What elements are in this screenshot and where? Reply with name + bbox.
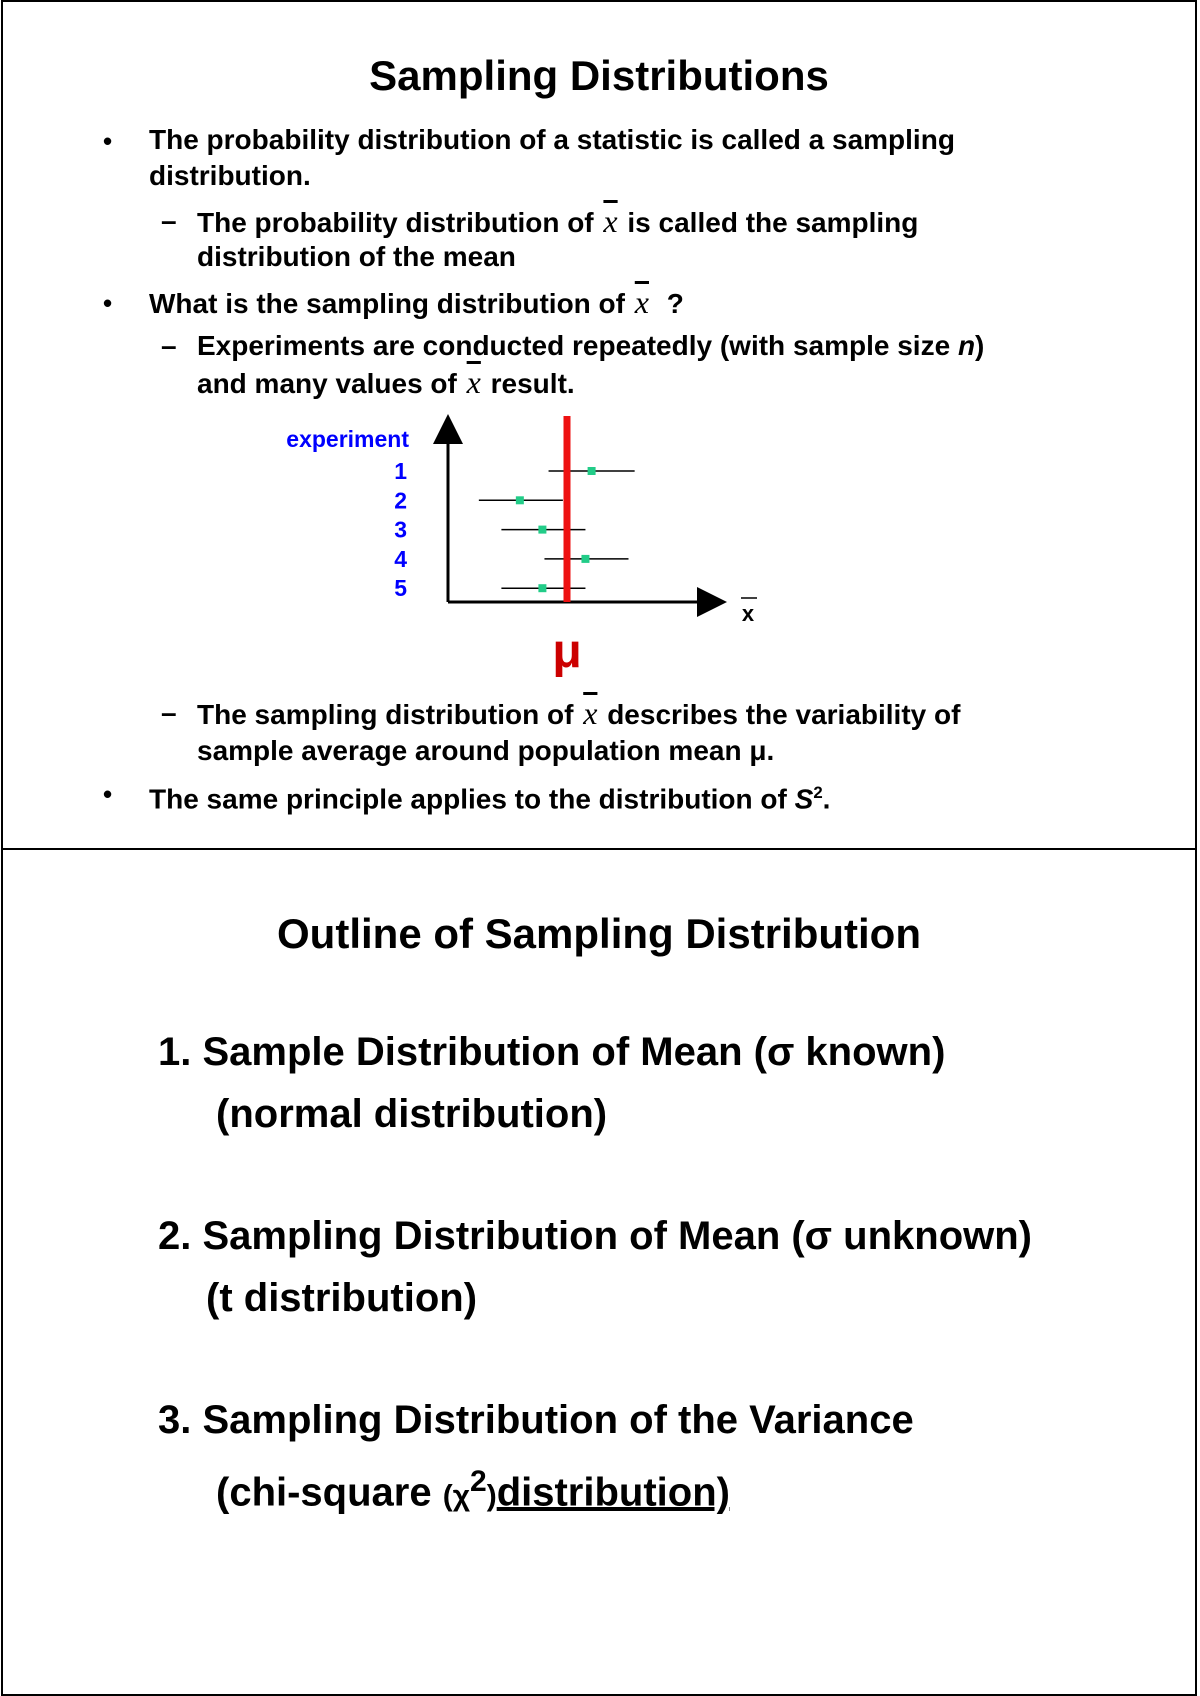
text: The same principle applies to the distribution of (149, 783, 787, 815)
superscript-2: 2 (813, 783, 823, 802)
sub-bullet-3-line-2: sample average around population mean μ. (197, 735, 775, 766)
sample-mean-marker (538, 526, 546, 534)
text: . (822, 783, 831, 815)
slide-outline (1, 848, 1197, 1696)
sample-mean-marker (588, 467, 596, 475)
slide-title: Sampling Distributions (369, 52, 829, 99)
outline-item-2-line-1: 2. Sampling Distribution of Mean (σ unknown) (158, 1214, 1033, 1258)
text: The sampling distribution of (197, 699, 574, 730)
outline-item-3-line-1: 3. Sampling Distribution of the Variance (158, 1398, 914, 1442)
xbar-symbol: $\overline{x}$ (583, 695, 598, 731)
sub-bullet-marker: – (161, 697, 177, 728)
row-label: 1 (394, 458, 407, 484)
bullet-marker: • (103, 779, 113, 809)
text: ) (975, 330, 985, 361)
row-label: 3 (394, 516, 407, 543)
xbar-symbol: $\overline{x}$ (634, 284, 649, 320)
text: The probability distribution of (197, 207, 594, 238)
slide-sampling-distributions (1, 0, 1197, 850)
experiment-label: experiment (286, 426, 409, 452)
outline-item-1-line-2: (normal distribution) (216, 1092, 608, 1136)
row-label: 4 (394, 545, 407, 572)
bullet-3 (149, 775, 830, 817)
outline-item-3-line-2 (216, 1452, 730, 1526)
bullet-marker: • (103, 288, 113, 318)
s-squared-symbol: S (794, 783, 814, 815)
sample-mean-marker (538, 584, 546, 592)
text: ? (666, 288, 684, 319)
bullet-1-line-2: distribution. (149, 160, 311, 191)
sample-mean-marker (516, 496, 524, 504)
chi-symbol: (χ (442, 1479, 470, 1513)
row-label: 5 (394, 575, 407, 602)
xbar-symbol: $\overline{x}$ (466, 364, 481, 400)
text: (chi-square (216, 1470, 432, 1515)
outline-item-1-line-1: 1. Sample Distribution of Mean (σ known) (158, 1030, 946, 1074)
text: result. (490, 368, 575, 399)
row-label: 2 (394, 487, 407, 514)
text: Experiments are conducted repeatedly (with sample size (197, 330, 951, 361)
sample-mean-marker (581, 555, 589, 563)
xbar-symbol: $\overline{x}$ (603, 203, 618, 239)
sub-bullet-marker: – (161, 205, 177, 236)
text: distribution) (496, 1470, 730, 1515)
text: What is the sampling distribution of (149, 288, 625, 319)
superscript-2: 2 (470, 1465, 487, 1498)
slide-title: Outline of Sampling Distribution (277, 910, 921, 957)
sub-bullet-marker: – (161, 330, 177, 361)
sample-size-n: n (957, 330, 976, 361)
text: is called the sampling (627, 207, 919, 238)
chi-close: ) (486, 1479, 497, 1513)
bullet-marker: • (103, 126, 113, 156)
mu-label: μ (552, 625, 582, 678)
text: describes the variability of (607, 699, 961, 730)
outline-item-2-line-2: (t distribution) (206, 1276, 478, 1320)
sub-bullet-1-line-2: distribution of the mean (197, 241, 516, 272)
bullet-1-line-1: The probability distribution of a statistic is called a sampling (149, 124, 955, 155)
sub-bullet-3-line-1 (197, 695, 960, 733)
text: and many values of (197, 368, 457, 399)
x-axis-label: x (741, 601, 755, 626)
